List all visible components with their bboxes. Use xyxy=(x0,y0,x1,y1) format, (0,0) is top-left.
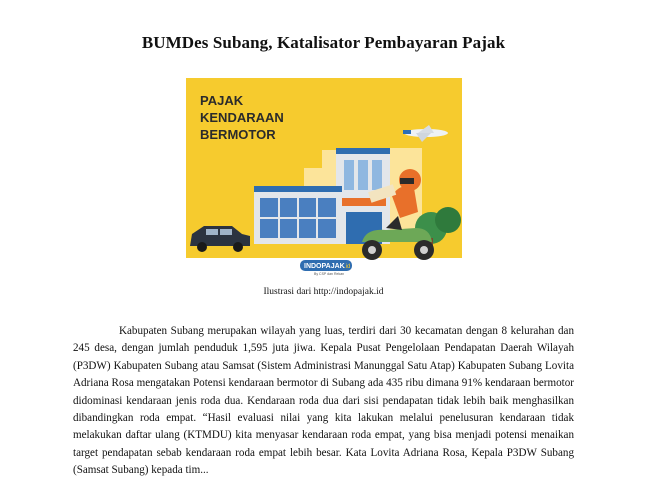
logo-suffix: .id xyxy=(344,264,351,270)
illustration-headline-3: BERMOTOR xyxy=(200,127,276,142)
illustration-headline-2: KENDARAAN xyxy=(200,110,284,125)
image-caption: Ilustrasi dari http://indopajak.id xyxy=(263,287,384,297)
logo-tagline: By CSP dan Rekan xyxy=(314,272,345,276)
article-title: BUMDes Subang, Katalisator Pembayaran Pajak xyxy=(141,33,506,52)
paragraph: Kabupaten Subang merupakan wilayah yang luas, terdiri dari 30 kecamatan dengan 8 kelurahan dan 245 desa, dengan jumlah penduduk 1,595 juta jiwa. Kepala Pusat Pengelolaan Pendapatan Daerah Wilayah (P3DW) Kabupaten Subang atau Samsat (Sistem Administrasi Manunggal Satu Atap) Kabupaten Subang Lovita Adriana Rosa mengatakan Potensi kendaraan bermotor di Subang ada 435 ribu dimana 91% kendaraan bermotor didominasi kendaraan jenis roda dua. Kendaraan roda dua dari sisi pendapatan tidak lebih baik menghasilkan dibandingkan roda empat. “Hasil evaluasi nilai yang kita lakukan melalui penelusuran kendaraan tidak melakukan daftar ulang (KTMDU) kita menyasar kendaraan roda empat, yang bisa menjadi potensi menaikan target pendapatan sebab kendaraan roda empat lebih besar. Kata Lovita Adriana Rosa, Kepala P3DW Subang (Samsat Subang) kepada tim... xyxy=(73,325,574,477)
illustration xyxy=(186,78,462,276)
logo-text: INDOPAJAK xyxy=(304,263,345,270)
illustration-headline-1: PAJAK xyxy=(200,93,244,108)
article-body xyxy=(73,323,574,480)
